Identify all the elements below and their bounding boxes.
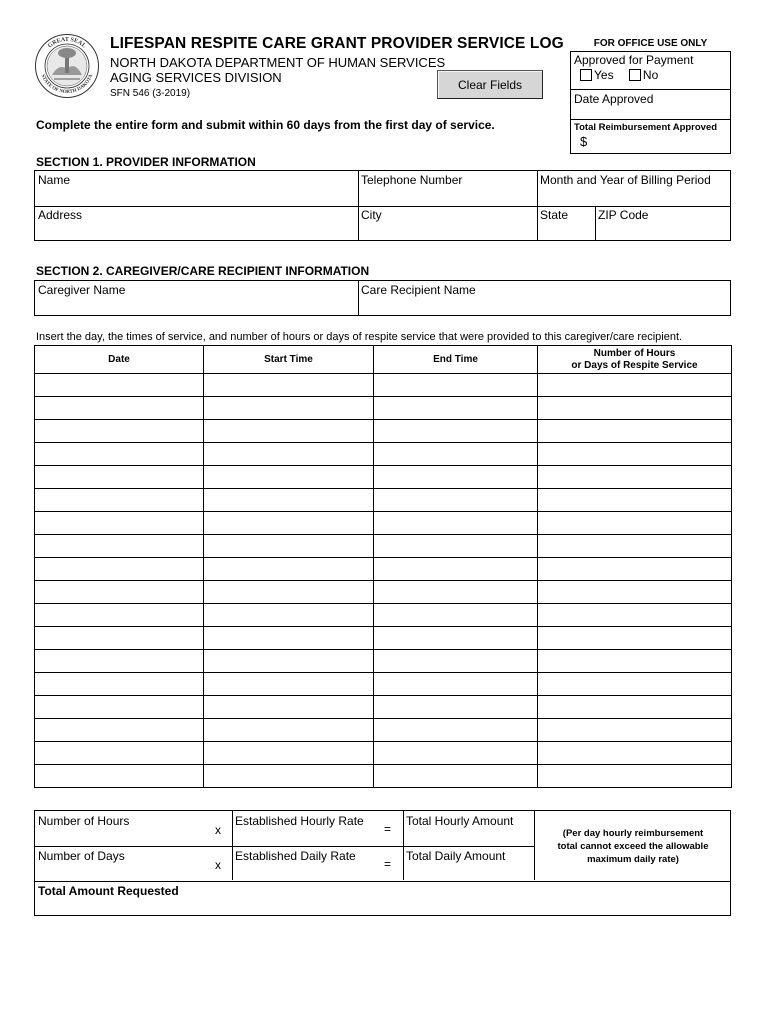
end-time-cell[interactable]	[374, 627, 538, 650]
yes-checkbox[interactable]	[580, 69, 592, 81]
table-row	[35, 604, 732, 627]
hours-cell[interactable]	[538, 627, 732, 650]
clear-fields-button[interactable]: Clear Fields	[437, 70, 543, 99]
date-cell[interactable]	[35, 489, 204, 512]
date-cell[interactable]	[35, 535, 204, 558]
date-cell[interactable]	[35, 765, 204, 788]
table-row	[35, 512, 732, 535]
service-log-instruction: Insert the day, the times of service, and number of hours or days of respite service that were provided to this caregiver/care recipient.	[36, 331, 683, 343]
table-row	[35, 581, 732, 604]
table-row	[35, 489, 732, 512]
caregiver-info-box	[34, 280, 731, 316]
end-time-cell[interactable]	[374, 765, 538, 788]
state-field[interactable]	[537, 206, 595, 240]
hours-cell[interactable]	[538, 443, 732, 466]
service-log-header-row	[35, 346, 732, 374]
equals-sign-hours: =	[384, 822, 392, 836]
care-recipient-name-field[interactable]	[358, 281, 730, 315]
date-cell[interactable]	[35, 558, 204, 581]
total-reimbursement-field[interactable]	[571, 120, 730, 153]
start-time-cell[interactable]	[204, 443, 374, 466]
form-number: SFN 546 (3-2019)	[110, 88, 191, 99]
date-cell[interactable]	[35, 420, 204, 443]
date-cell[interactable]	[35, 742, 204, 765]
end-time-cell[interactable]	[374, 719, 538, 742]
approved-for-payment-label: Approved for Payment	[574, 53, 694, 67]
office-use-box	[570, 51, 731, 154]
total-hourly-amount-field[interactable]	[403, 811, 534, 846]
end-time-cell[interactable]	[374, 512, 538, 535]
equals-sign-days: =	[384, 857, 392, 871]
col-start-time-header: Start Time	[204, 346, 374, 374]
start-time-cell[interactable]	[204, 650, 374, 673]
end-time-cell[interactable]	[374, 466, 538, 489]
start-time-cell[interactable]	[204, 604, 374, 627]
no-option[interactable]	[629, 68, 658, 82]
hours-cell[interactable]	[538, 512, 732, 535]
zip-label: ZIP Code	[598, 208, 649, 222]
zip-field[interactable]	[595, 206, 730, 240]
hours-cell[interactable]	[538, 696, 732, 719]
hours-cell[interactable]	[538, 673, 732, 696]
table-row	[35, 466, 732, 489]
date-cell[interactable]	[35, 650, 204, 673]
end-time-cell[interactable]	[374, 397, 538, 420]
provider-name-label: Name	[38, 173, 71, 187]
service-log-table	[34, 345, 732, 788]
no-checkbox[interactable]	[629, 69, 641, 81]
table-row	[35, 765, 732, 788]
col-hours-header	[538, 346, 732, 374]
date-cell[interactable]	[35, 443, 204, 466]
start-time-cell[interactable]	[204, 420, 374, 443]
note-line-2: total cannot exceed the allowable	[557, 841, 709, 852]
table-row	[35, 627, 732, 650]
provider-info-box	[34, 170, 731, 241]
start-time-cell[interactable]	[204, 719, 374, 742]
total-amount-requested-field[interactable]	[35, 881, 730, 915]
start-time-cell[interactable]	[204, 397, 374, 420]
city-label: City	[361, 208, 382, 222]
date-cell[interactable]	[35, 397, 204, 420]
date-cell[interactable]	[35, 673, 204, 696]
address-label: Address	[38, 208, 83, 222]
office-use-heading: FOR OFFICE USE ONLY	[593, 38, 708, 49]
multiply-sign-hours: x	[215, 823, 221, 837]
table-row	[35, 443, 732, 466]
hours-cell[interactable]	[538, 489, 732, 512]
start-time-cell[interactable]	[204, 742, 374, 765]
section-1-heading: SECTION 1. PROVIDER INFORMATION	[36, 155, 256, 169]
reimbursement-note	[535, 827, 731, 866]
date-approved-label: Date Approved	[574, 92, 654, 106]
service-log-body	[35, 374, 732, 788]
note-line-1: (Per day hourly reimbursement	[562, 828, 704, 839]
start-time-cell[interactable]	[204, 535, 374, 558]
hours-cell[interactable]	[538, 650, 732, 673]
col-hours-header-line1: Number of Hours	[593, 347, 676, 359]
city-field[interactable]	[358, 206, 537, 240]
total-hourly-amount-label: Total Hourly Amount	[406, 814, 514, 828]
hours-cell[interactable]	[538, 765, 732, 788]
state-label: State	[540, 208, 569, 222]
table-row	[35, 650, 732, 673]
end-time-cell[interactable]	[374, 604, 538, 627]
hours-cell[interactable]	[538, 719, 732, 742]
table-row	[35, 397, 732, 420]
department-name: NORTH DAKOTA DEPARTMENT OF HUMAN SERVICES	[110, 55, 446, 70]
hours-cell[interactable]	[538, 581, 732, 604]
start-time-cell[interactable]	[204, 696, 374, 719]
dollar-sign: $	[580, 134, 588, 149]
start-time-cell[interactable]	[204, 627, 374, 650]
no-label: No	[642, 68, 659, 82]
table-row	[35, 374, 732, 397]
start-time-cell[interactable]	[204, 673, 374, 696]
end-time-cell[interactable]	[374, 535, 538, 558]
end-time-cell[interactable]	[374, 696, 538, 719]
address-field[interactable]	[35, 206, 358, 240]
billing-period-field[interactable]	[537, 171, 730, 206]
hours-cell[interactable]	[538, 535, 732, 558]
total-reimbursement-label: Total Reimbursement Approved	[574, 122, 718, 133]
total-daily-amount-label: Total Daily Amount	[406, 849, 506, 863]
start-time-cell[interactable]	[204, 374, 374, 397]
form-title: LIFESPAN RESPITE CARE GRANT PROVIDER SERVICE LOG	[110, 35, 564, 52]
submission-instruction: Complete the entire form and submit within 60 days from the first day of service.	[36, 118, 495, 132]
hourly-rate-label: Established Hourly Rate	[235, 814, 364, 828]
col-end-time-header: End Time	[374, 346, 538, 374]
table-row	[35, 742, 732, 765]
start-time-cell[interactable]	[204, 558, 374, 581]
date-cell[interactable]	[35, 604, 204, 627]
col-date-header: Date	[35, 346, 204, 374]
section-2-heading: SECTION 2. CAREGIVER/CARE RECIPIENT INFORMATION	[36, 264, 370, 278]
end-time-cell[interactable]	[374, 374, 538, 397]
end-time-cell[interactable]	[374, 742, 538, 765]
date-cell[interactable]	[35, 466, 204, 489]
end-time-cell[interactable]	[374, 673, 538, 696]
note-line-3: maximum daily rate)	[587, 854, 679, 865]
hourly-rate-field[interactable]	[232, 811, 403, 846]
hours-cell[interactable]	[538, 420, 732, 443]
number-of-hours-field[interactable]	[35, 811, 232, 846]
date-cell[interactable]	[35, 512, 204, 535]
start-time-cell[interactable]	[204, 512, 374, 535]
multiply-sign-days: x	[215, 858, 221, 872]
table-row	[35, 558, 732, 581]
care-recipient-name-label: Care Recipient Name	[361, 283, 476, 297]
hours-cell[interactable]	[538, 742, 732, 765]
end-time-cell[interactable]	[374, 558, 538, 581]
end-time-cell[interactable]	[374, 650, 538, 673]
number-of-days-field[interactable]	[35, 846, 232, 881]
start-time-cell[interactable]	[204, 581, 374, 604]
number-of-days-label: Number of Days	[38, 849, 125, 863]
start-time-cell[interactable]	[204, 765, 374, 788]
start-time-cell[interactable]	[204, 466, 374, 489]
hours-cell[interactable]	[538, 604, 732, 627]
table-row	[35, 696, 732, 719]
end-time-cell[interactable]	[374, 420, 538, 443]
date-cell[interactable]	[35, 581, 204, 604]
total-daily-amount-field[interactable]	[403, 846, 534, 881]
billing-period-label: Month and Year of Billing Period	[540, 173, 711, 187]
yes-option[interactable]	[580, 68, 614, 82]
hours-cell[interactable]	[538, 558, 732, 581]
date-cell[interactable]	[35, 696, 204, 719]
approved-for-payment-row	[571, 52, 730, 90]
number-of-hours-label: Number of Hours	[38, 814, 130, 828]
hours-cell[interactable]	[538, 374, 732, 397]
total-amount-requested-label: Total Amount Requested	[38, 884, 179, 898]
end-time-cell[interactable]	[374, 489, 538, 512]
daily-rate-label: Established Daily Rate	[235, 849, 356, 863]
date-cell[interactable]	[35, 374, 204, 397]
telephone-label: Telephone Number	[361, 173, 463, 187]
calculation-box	[34, 810, 731, 916]
state-seal-logo	[34, 33, 100, 99]
daily-rate-field[interactable]	[232, 846, 403, 881]
table-row	[35, 673, 732, 696]
end-time-cell[interactable]	[374, 581, 538, 604]
start-time-cell[interactable]	[204, 489, 374, 512]
end-time-cell[interactable]	[374, 443, 538, 466]
hours-cell[interactable]	[538, 466, 732, 489]
division-name: AGING SERVICES DIVISION	[110, 70, 282, 85]
date-cell[interactable]	[35, 627, 204, 650]
telephone-field[interactable]	[358, 171, 537, 206]
seal-text-bottom: STATE OF NORTH DAKOTA	[39, 73, 95, 96]
table-row	[35, 420, 732, 443]
date-approved-field[interactable]	[571, 90, 730, 120]
provider-name-field[interactable]	[35, 171, 358, 206]
col-hours-header-line2: or Days of Respite Service	[571, 359, 698, 371]
date-cell[interactable]	[35, 719, 204, 742]
hours-cell[interactable]	[538, 397, 732, 420]
table-row	[35, 719, 732, 742]
caregiver-name-label: Caregiver Name	[38, 283, 126, 297]
table-row	[35, 535, 732, 558]
caregiver-name-field[interactable]	[35, 281, 358, 315]
yes-label: Yes	[594, 68, 614, 82]
seal-text-top: GREAT SEAL	[47, 36, 87, 50]
